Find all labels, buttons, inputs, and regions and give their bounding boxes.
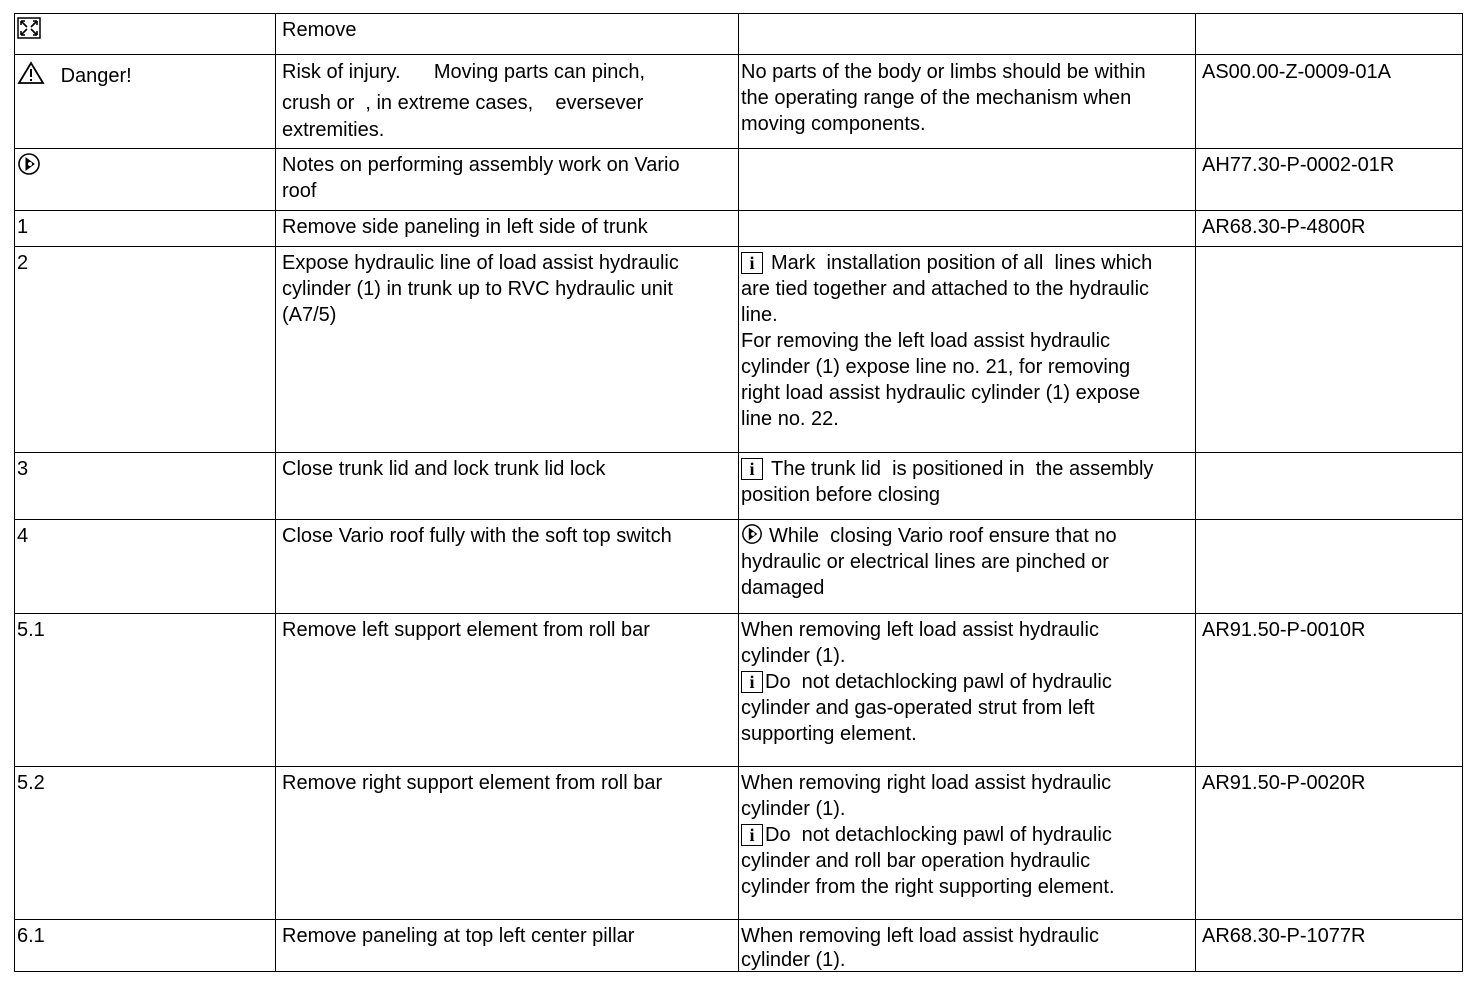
- table-row: [15, 614, 1463, 767]
- action-cell: Notes on performing assembly work on Vario roof: [276, 149, 739, 211]
- step-cell: [15, 55, 276, 149]
- procedure-table: [14, 13, 1463, 972]
- reference-cell: AR91.50-P-0020R: [1196, 767, 1463, 920]
- note-cell: No parts of the body or limbs should be within the operating range of the mechanism when moving components.: [739, 55, 1196, 149]
- note-cell: When removing left load assist hydraulic cylinder (1).: [739, 920, 1196, 972]
- notes-pointer-icon: [741, 523, 763, 545]
- note-cell: While closing Vario roof ensure that no hydraulic or electrical lines are pinched or damaged: [739, 520, 1196, 614]
- danger-label: Danger!: [60, 65, 132, 87]
- reference-cell: AS00.00-Z-0009-01A: [1196, 55, 1463, 149]
- note-cell: [739, 149, 1196, 211]
- action-cell: Remove right support element from roll bar: [276, 767, 739, 920]
- note-cell: [739, 14, 1196, 55]
- step-number: 5.2: [15, 767, 276, 920]
- step-number: 2: [15, 247, 276, 453]
- reference-cell: AR68.30-P-4800R: [1196, 211, 1463, 247]
- note-cell: [739, 211, 1196, 247]
- action-cell: Remove: [276, 14, 739, 55]
- note-cell: i Mark installation position of all lines which are tied together and attached to the hydraulic line. For removing the left load assist hydraulic cylinder (1) expose line no. 21, for removing right load assist hydraulic cylinder (1) expose line no. 22.: [739, 247, 1196, 453]
- note-cell: When removing right load assist hydraulic cylinder (1). i Do not detachlocking pawl of hydraulic cylinder and roll bar operation hydraulic cylinder from the right supporting element.: [739, 767, 1196, 920]
- action-cell: Expose hydraulic line of load assist hydraulic cylinder (1) in trunk up to RVC hydraulic unit (A7/5): [276, 247, 739, 453]
- reference-cell: [1196, 14, 1463, 55]
- note-cell: When removing left load assist hydraulic cylinder (1). i Do not detachlocking pawl of hydraulic cylinder and gas-operated strut from left supporting element.: [739, 614, 1196, 767]
- step-number: 5.1: [15, 614, 276, 767]
- step-cell: [15, 149, 276, 211]
- step-cell: [15, 14, 276, 55]
- action-cell: Close Vario roof fully with the soft top switch: [276, 520, 739, 614]
- action-cell: Close trunk lid and lock trunk lid lock: [276, 453, 739, 520]
- table-row: [15, 520, 1463, 614]
- table-row: [15, 453, 1463, 520]
- table-row: [15, 149, 1463, 211]
- step-number: 3: [15, 453, 276, 520]
- reference-cell: [1196, 520, 1463, 614]
- remove-icon: [17, 17, 41, 39]
- info-icon: i: [741, 671, 763, 693]
- reference-cell: [1196, 247, 1463, 453]
- step-number: 1: [15, 211, 276, 247]
- info-icon: i: [741, 824, 763, 846]
- table-row: [15, 14, 1463, 55]
- step-number: 6.1: [15, 920, 276, 972]
- action-cell: Risk of injury. Moving parts can pinch, crush or , in extreme cases, eversever extremities.: [276, 55, 739, 149]
- table-row: [15, 247, 1463, 453]
- warning-triangle-icon: [17, 61, 45, 85]
- notes-pointer-icon: [17, 152, 41, 176]
- action-cell: Remove left support element from roll bar: [276, 614, 739, 767]
- reference-cell: AH77.30-P-0002-01R: [1196, 149, 1463, 211]
- reference-cell: AR68.30-P-1077R: [1196, 920, 1463, 972]
- table-row: [15, 211, 1463, 247]
- step-number: 4: [15, 520, 276, 614]
- reference-cell: AR91.50-P-0010R: [1196, 614, 1463, 767]
- table-row: [15, 767, 1463, 920]
- reference-cell: [1196, 453, 1463, 520]
- action-cell: Remove side paneling in left side of trunk: [276, 211, 739, 247]
- info-icon: i: [741, 252, 763, 274]
- table-row: [15, 55, 1463, 149]
- action-cell: Remove paneling at top left center pillar: [276, 920, 739, 972]
- note-cell: i The trunk lid is positioned in the assembly position before closing: [739, 453, 1196, 520]
- table-row: [15, 920, 1463, 972]
- info-icon: i: [741, 458, 763, 480]
